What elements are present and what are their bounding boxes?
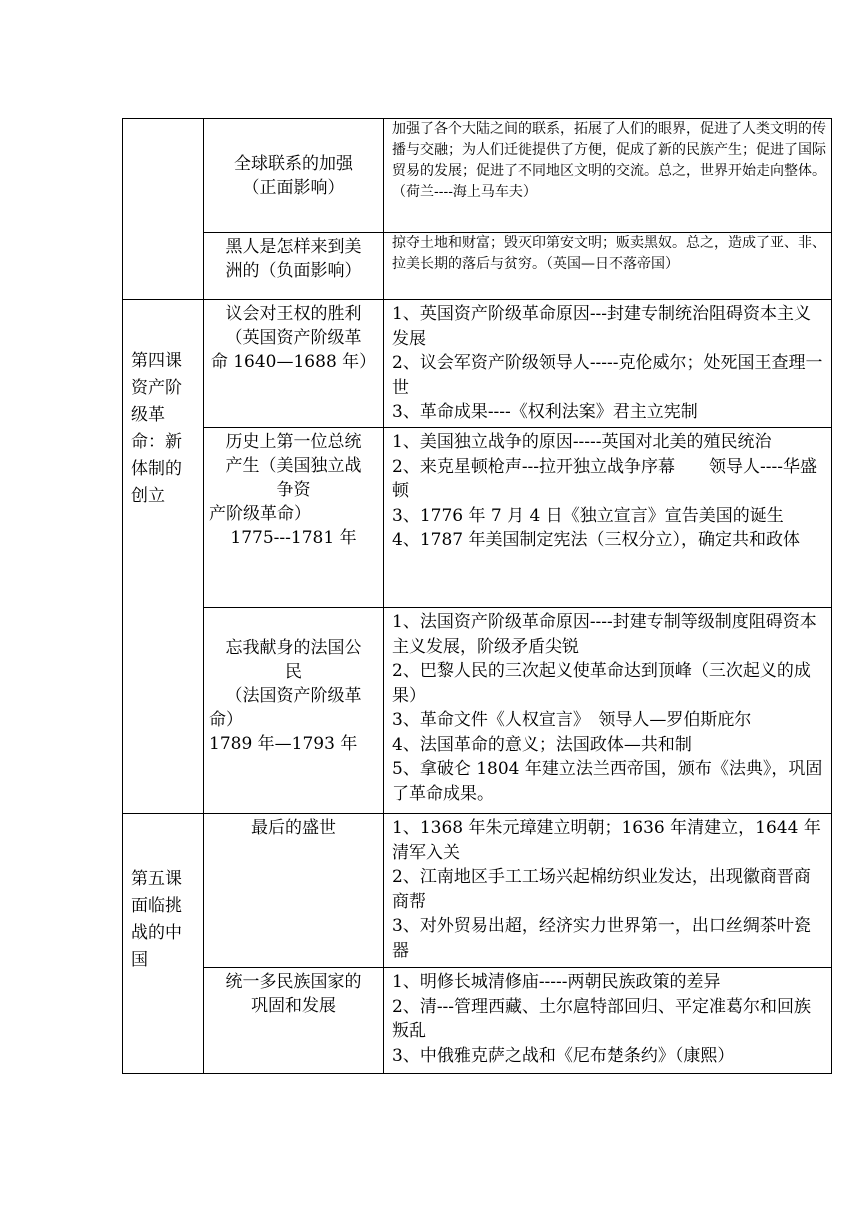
topic-line: 产生（美国独立战 bbox=[225, 456, 362, 476]
content-item: 5、拿破仑 1804 年建立法兰西帝国，颁布《法典》，巩固了革命成果。 bbox=[392, 759, 823, 804]
topic-line: 议会对王权的胜利 bbox=[225, 304, 362, 324]
content-item: 4、1787 年美国制定宪法（三权分立），确定共和政体 bbox=[392, 530, 800, 550]
topic-line: 黑人是怎样来到美 bbox=[225, 237, 362, 257]
lesson-title-cell bbox=[123, 814, 204, 1074]
topic-line: 命） bbox=[209, 710, 243, 730]
content-item: 1、英国资产阶级革命原因---封建专制统治阻碍资本主义发展 bbox=[392, 304, 812, 349]
table-row bbox=[123, 119, 832, 233]
content-item: 2、巴黎人民的三次起义使革命达到顶峰（三次起义的成果） bbox=[392, 661, 811, 706]
topic-line: 统一多民族国家的 bbox=[225, 972, 362, 992]
lesson-cell-empty bbox=[123, 119, 204, 300]
content-cell: 加强了各个大陆之间的联系，拓展了人们的眼界，促进了人类文明的传播与交融；为人们迁徙提供了方便，促成了新的民族产生；促进了国际贸易的发展；促进了不同地区文明的交流。总之，世界开始走向整体。（荷兰----海上马车夫） bbox=[384, 119, 832, 233]
lesson-title-line: 创立 bbox=[131, 486, 165, 506]
table-row bbox=[123, 608, 832, 814]
content-item: 3、革命文件《人权宣言》 领导人—罗伯斯庇尔 bbox=[392, 710, 752, 730]
lesson-title-line: 资产阶 bbox=[131, 378, 182, 398]
content-item: 3、革命成果----《权利法案》君主立宪制 bbox=[392, 402, 698, 422]
topic-line: 1775---1781 年 bbox=[230, 528, 357, 548]
topic-cell bbox=[204, 233, 384, 300]
table-row bbox=[123, 814, 832, 968]
lesson-title-line: 第五课 bbox=[131, 869, 182, 889]
topic-cell bbox=[204, 814, 384, 968]
lesson-title-cell bbox=[123, 300, 204, 814]
topic-line: 历史上第一位总统 bbox=[225, 432, 362, 452]
content-item: 1、1368 年朱元璋建立明朝；1636 年清建立，1644 年清军入关 bbox=[392, 818, 821, 863]
content-cell bbox=[384, 608, 832, 814]
topic-line: 1789 年—1793 年 bbox=[209, 734, 358, 754]
topic-line: 忘我献身的法国公 bbox=[225, 638, 362, 658]
topic-line: （正面影响） bbox=[242, 177, 345, 198]
topic-line: 命 1640—1688 年） bbox=[210, 352, 377, 372]
topic-line: 争资 bbox=[276, 480, 311, 500]
content-cell bbox=[384, 428, 832, 608]
lesson-title-line: 级革 bbox=[131, 405, 165, 425]
content-item: 3、中俄雅克萨之战和《尼布楚条约》（康熙） bbox=[392, 1045, 735, 1066]
table-row bbox=[123, 968, 832, 1074]
table-row bbox=[123, 428, 832, 608]
topic-line: 全球联系的加强 bbox=[234, 153, 353, 174]
lesson-title-line: 命：新 bbox=[131, 432, 182, 452]
topic-cell bbox=[204, 608, 384, 814]
lesson-title-line: 战的中 bbox=[131, 923, 182, 943]
topic-line: 民 bbox=[285, 662, 302, 682]
table-row bbox=[123, 233, 832, 300]
topic-line: 巩固和发展 bbox=[251, 996, 336, 1016]
table-row bbox=[123, 300, 832, 428]
history-outline-table bbox=[122, 118, 832, 1074]
topic-line: 最后的盛世 bbox=[251, 818, 336, 838]
content-item: 1、法国资产阶级革命原因----封建专制等级制度阻碍资本主义发展，阶级矛盾尖锐 bbox=[392, 612, 817, 657]
topic-cell bbox=[204, 968, 384, 1074]
topic-line: （法国资产阶级革 bbox=[225, 686, 362, 706]
topic-cell bbox=[204, 428, 384, 608]
content-item: 2、来克星顿枪声---拉开独立战争序幕 领导人----华盛顿 bbox=[392, 456, 818, 501]
topic-cell bbox=[204, 300, 384, 428]
content-item: 4、法国革命的意义；法国政体—共和制 bbox=[392, 734, 692, 755]
topic-line: 产阶级革命） bbox=[209, 504, 311, 524]
content-cell: 掠夺土地和财富；毁灭印第安文明；贩卖黑奴。总之，造成了亚、非、拉美长期的落后与贫穷。（英国—日不落帝国） bbox=[384, 233, 832, 300]
content-cell bbox=[384, 814, 832, 968]
content-item: 2、议会军资产阶级领导人-----克伦威尔；处死国王查理一世 bbox=[392, 353, 823, 398]
content-item: 1、美国独立战争的原因-----英国对北美的殖民统治 bbox=[392, 432, 772, 452]
lesson-title-line: 体制的 bbox=[131, 459, 182, 479]
lesson-title-line: 第四课 bbox=[131, 351, 182, 371]
content-cell bbox=[384, 300, 832, 428]
topic-line: （英国资产阶级革 bbox=[225, 328, 362, 348]
content-item: 1、明修长城清修庙-----两朝民族政策的差异 bbox=[392, 972, 721, 992]
topic-cell bbox=[204, 119, 384, 233]
lesson-title-line: 国 bbox=[131, 950, 148, 970]
content-cell bbox=[384, 968, 832, 1074]
content-item: 3、1776 年 7 月 4 日《独立宣言》宣告美国的诞生 bbox=[392, 505, 784, 526]
content-item: 2、江南地区手工工场兴起棉纺织业发达，出现徽商晋商商帮 bbox=[392, 867, 811, 912]
topic-line: 洲的（负面影响） bbox=[225, 261, 362, 281]
lesson-title-line: 面临挑 bbox=[131, 896, 182, 916]
content-item: 2、清---管理西藏、土尔扈特部回归、平定准葛尔和回族叛乱 bbox=[392, 996, 812, 1041]
content-item: 3、对外贸易出超，经济实力世界第一，出口丝绸茶叶瓷器 bbox=[392, 916, 811, 961]
